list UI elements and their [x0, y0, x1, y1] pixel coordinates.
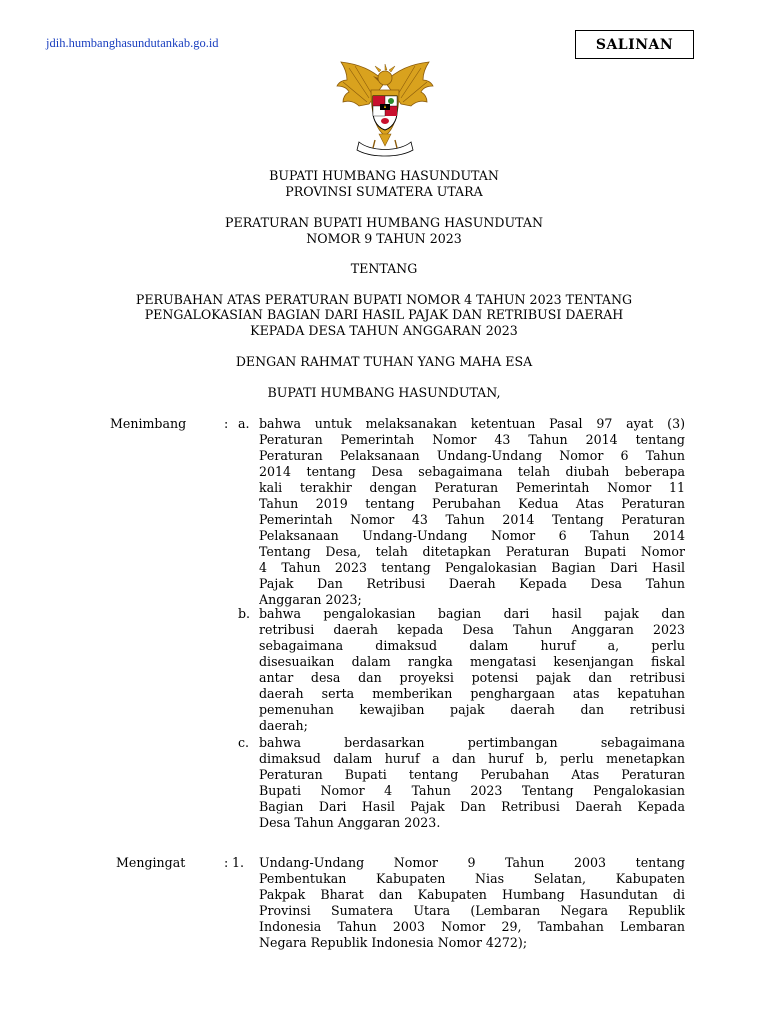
heading-nomor: NOMOR 9 TAHUN 2023: [306, 231, 462, 246]
text-line: 2014 tentang Desa sebagaimana telah diubah beberapa: [259, 464, 685, 479]
text-line: Tentang Desa, telah ditetapkan Peraturan Bupati Nomor: [259, 544, 685, 559]
text-line: Undang-Undang Nomor 9 Tahun 2003 tentang: [259, 855, 685, 870]
rahmat-line: DENGAN RAHMAT TUHAN YANG MAHA ESA: [235, 354, 533, 369]
text-line: sebagaimana dimaksud dalam huruf a, perlu: [259, 638, 685, 653]
heading-tentang: TENTANG: [350, 261, 418, 276]
text-line: retribusi daerah kepada Desa Tahun Anggaran 2023: [259, 622, 685, 637]
text-line: antar desa dan proyeksi potensi pajak dan retribusi: [259, 670, 685, 685]
text-line: Bagian Dari Hasil Pajak Dan Retribusi Daerah Kepada: [259, 799, 685, 814]
menimbang-label: Menimbang: [110, 416, 187, 431]
text-line: 4 Tahun 2023 tentang Pengalokasian Bagian Dari Hasil: [259, 560, 685, 575]
menimbang-item-b: [259, 606, 685, 734]
text-line: Tahun 2019 tentang Perubahan Kedua Atas Peraturan: [259, 496, 685, 511]
text-line: bahwa untuk melaksanakan ketentuan Pasal 97 ayat (3): [259, 416, 685, 431]
text-line: disesuaikan dalam rangka mengatasi kesenjangan fiskal: [259, 654, 685, 669]
menimbang-colon: :: [224, 416, 229, 431]
text-line: bahwa pengalokasian bagian dari hasil pajak dan: [259, 606, 685, 621]
heading-peraturan: PERATURAN BUPATI HUMBANG HASUNDUTAN: [225, 215, 543, 230]
text-line: Peraturan Bupati tentang Perubahan Atas Peraturan: [259, 767, 685, 782]
subject-line-3: KEPADA DESA TAHUN ANGGARAN 2023: [250, 323, 518, 338]
mengingat-item-1: [259, 855, 685, 951]
text-line: kali terakhir dengan Peraturan Pemerintah Nomor 11: [259, 480, 685, 495]
text-line: bahwa berdasarkan pertimbangan sebagaimana: [259, 735, 685, 750]
menimbang-marker-c: c.: [238, 735, 250, 750]
text-line: daerah serta memberikan penghargaan atas kepatuhan: [259, 686, 685, 701]
garuda-pancasila-emblem-icon: [329, 60, 441, 160]
heading-provinsi: PROVINSI SUMATERA UTARA: [285, 184, 483, 199]
text-line: Pelaksanaan Undang-Undang Nomor 6 Tahun 2014: [259, 528, 685, 543]
subject-line-1: PERUBAHAN ATAS PERATURAN BUPATI NOMOR 4 TAHUN 2023 TENTANG: [135, 292, 633, 307]
mengingat-marker-1: 1.: [232, 855, 245, 870]
text-line: Pembentukan Kabupaten Nias Selatan, Kabupaten: [259, 871, 685, 886]
text-line: Indonesia Tahun 2003 Nomor 29, Tambahan Lembaran: [259, 919, 685, 934]
text-line: Peraturan Pemerintah Nomor 43 Tahun 2014 tentang: [259, 432, 685, 447]
mengingat-label: Mengingat: [116, 855, 186, 870]
text-line: Desa Tahun Anggaran 2023.: [259, 815, 441, 830]
menimbang-item-c: [259, 735, 685, 831]
text-line: Peraturan Pelaksanaan Undang-Undang Nomor 6 Tahun: [259, 448, 685, 463]
text-line: Anggaran 2023;: [259, 592, 362, 607]
bupati-line: BUPATI HUMBANG HASUNDUTAN,: [267, 385, 501, 400]
subject-line-2: PENGALOKASIAN BAGIAN DARI HASIL PAJAK DAN RETRIBUSI DAERAH: [144, 307, 624, 322]
text-line: Pajak Dan Retribusi Daerah Kepada Desa Tahun: [259, 576, 685, 591]
heading-bupati: BUPATI HUMBANG HASUNDUTAN: [269, 168, 499, 183]
text-line: Pemerintah Nomor 43 Tahun 2014 Tentang Peraturan: [259, 512, 685, 527]
text-line: dimaksud dalam huruf a dan huruf b, perlu menetapkan: [259, 751, 685, 766]
text-line: pemenuhan kewajiban pajak daerah dan retribusi: [259, 702, 685, 717]
text-line: daerah;: [259, 718, 308, 733]
text-line: Provinsi Sumatera Utara (Lembaran Negara Republik: [259, 903, 685, 918]
menimbang-marker-b: b.: [238, 606, 251, 621]
menimbang-marker-a: a.: [238, 416, 250, 431]
mengingat-colon: :: [224, 855, 229, 870]
text-line: Negara Republik Indonesia Nomor 4272);: [259, 935, 528, 950]
website-url: jdih.humbanghasundutankab.go.id: [46, 36, 219, 50]
text-line: Bupati Nomor 4 Tahun 2023 Tentang Pengalokasian: [259, 783, 685, 798]
menimbang-item-a: [259, 416, 685, 608]
salinan-stamp: SALINAN: [575, 30, 694, 59]
text-line: Pakpak Bharat dan Kabupaten Humbang Hasundutan di: [259, 887, 685, 902]
